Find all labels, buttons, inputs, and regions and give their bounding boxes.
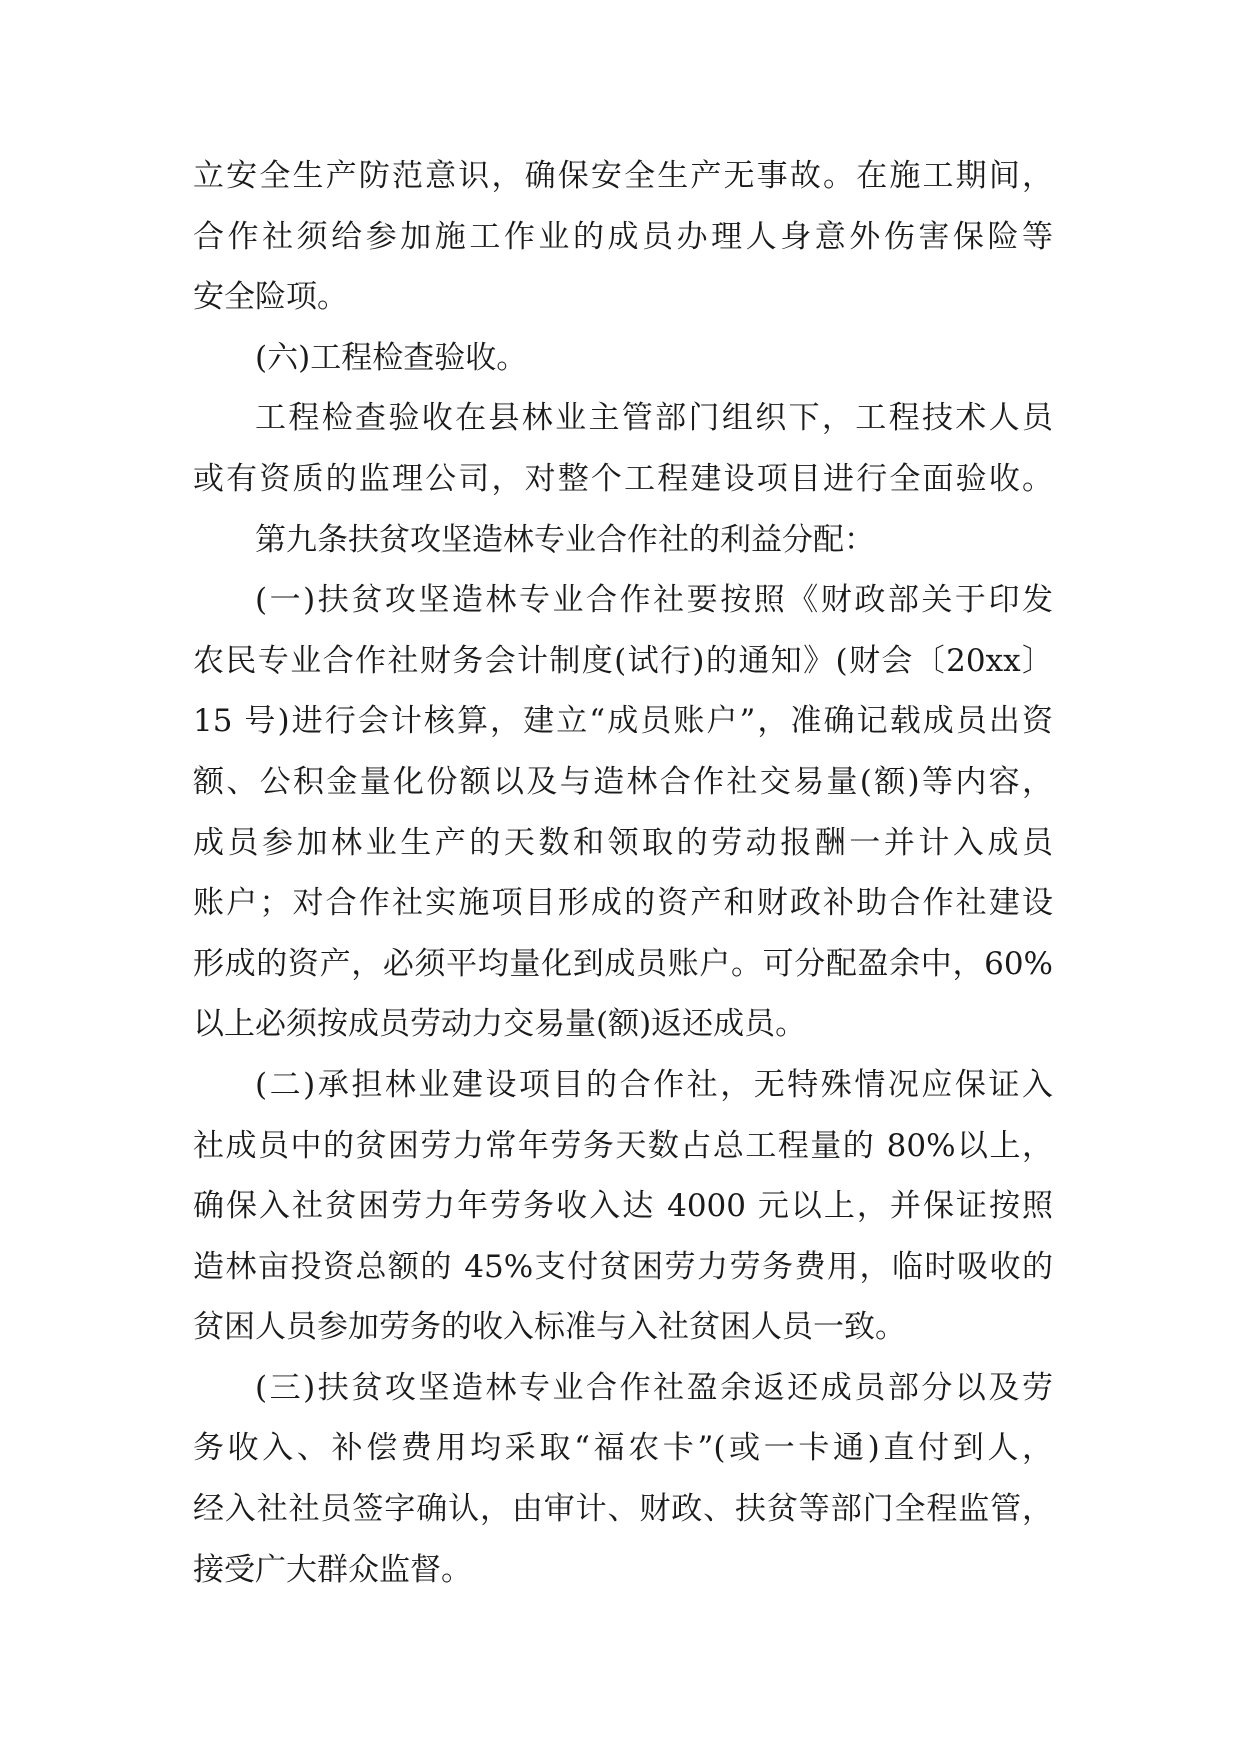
text-line: 农民专业合作社财务会计制度(试行)的通知》(财会〔20xx〕 — [193, 642, 1053, 679]
text-line: 额、公积金量化份额以及与造林合作社交易量(额)等内容， — [193, 763, 1053, 800]
text-line: 工程检查验收在县林业主管部门组织下，工程技术人员 — [255, 400, 1053, 437]
text-line: 成员参加林业生产的天数和领取的劳动报酬一并计入成员 — [193, 824, 1053, 861]
text-line: 贫困人员参加劳务的收入标准与入社贫困人员一致。 — [193, 1309, 906, 1346]
text-line: 立安全生产防范意识，确保安全生产无事故。在施工期间， — [193, 158, 1053, 194]
text-line: 社成员中的贫困劳力常年劳务天数占总工程量的 80%以上， — [193, 1127, 1053, 1164]
text-line: 或有资质的监理公司，对整个工程建设项目进行全面验收。 — [193, 460, 1053, 497]
text-line: 第九条扶贫攻坚造林专业合作社的利益分配： — [255, 521, 875, 558]
text-line: 安全险项。 — [193, 279, 348, 316]
text-line: (三)扶贫攻坚造林专业合作社盈余返还成员部分以及劳 — [255, 1369, 1053, 1406]
text-line: 合作社须给参加施工作业的成员办理人身意外伤害保险等 — [193, 218, 1053, 255]
body-text — [193, 146, 1053, 1600]
text-line: 以上必须按成员劳动力交易量(额)返还成员。 — [193, 1006, 807, 1043]
text-line: 务收入、补偿费用均采取“福农卡”(或一卡通)直付到人， — [193, 1430, 1053, 1467]
text-line: 形成的资产，必须平均量化到成员账户。可分配盈余中，60% — [193, 945, 1053, 982]
text-line: 接受广大群众监督。 — [193, 1551, 472, 1588]
text-line: 15 号)进行会计核算，建立“成员账户”，准确记载成员出资 — [193, 703, 1053, 740]
text-line: 确保入社贫困劳力年劳务收入达 4000 元以上，并保证按照 — [193, 1188, 1053, 1225]
text-line: (二)承担林业建设项目的合作社，无特殊情况应保证入 — [255, 1066, 1053, 1103]
text-line: 账户；对合作社实施项目形成的资产和财政补助合作社建设 — [193, 885, 1053, 922]
text-line: 造林亩投资总额的 45%支付贫困劳力劳务费用，临时吸收的 — [193, 1248, 1053, 1285]
text-line: 经入社社员签字确认，由审计、财政、扶贫等部门全程监管， — [193, 1491, 1053, 1528]
text-line: (一)扶贫攻坚造林专业合作社要按照《财政部关于印发 — [255, 582, 1053, 619]
text-line: (六)工程检查验收。 — [255, 339, 528, 376]
